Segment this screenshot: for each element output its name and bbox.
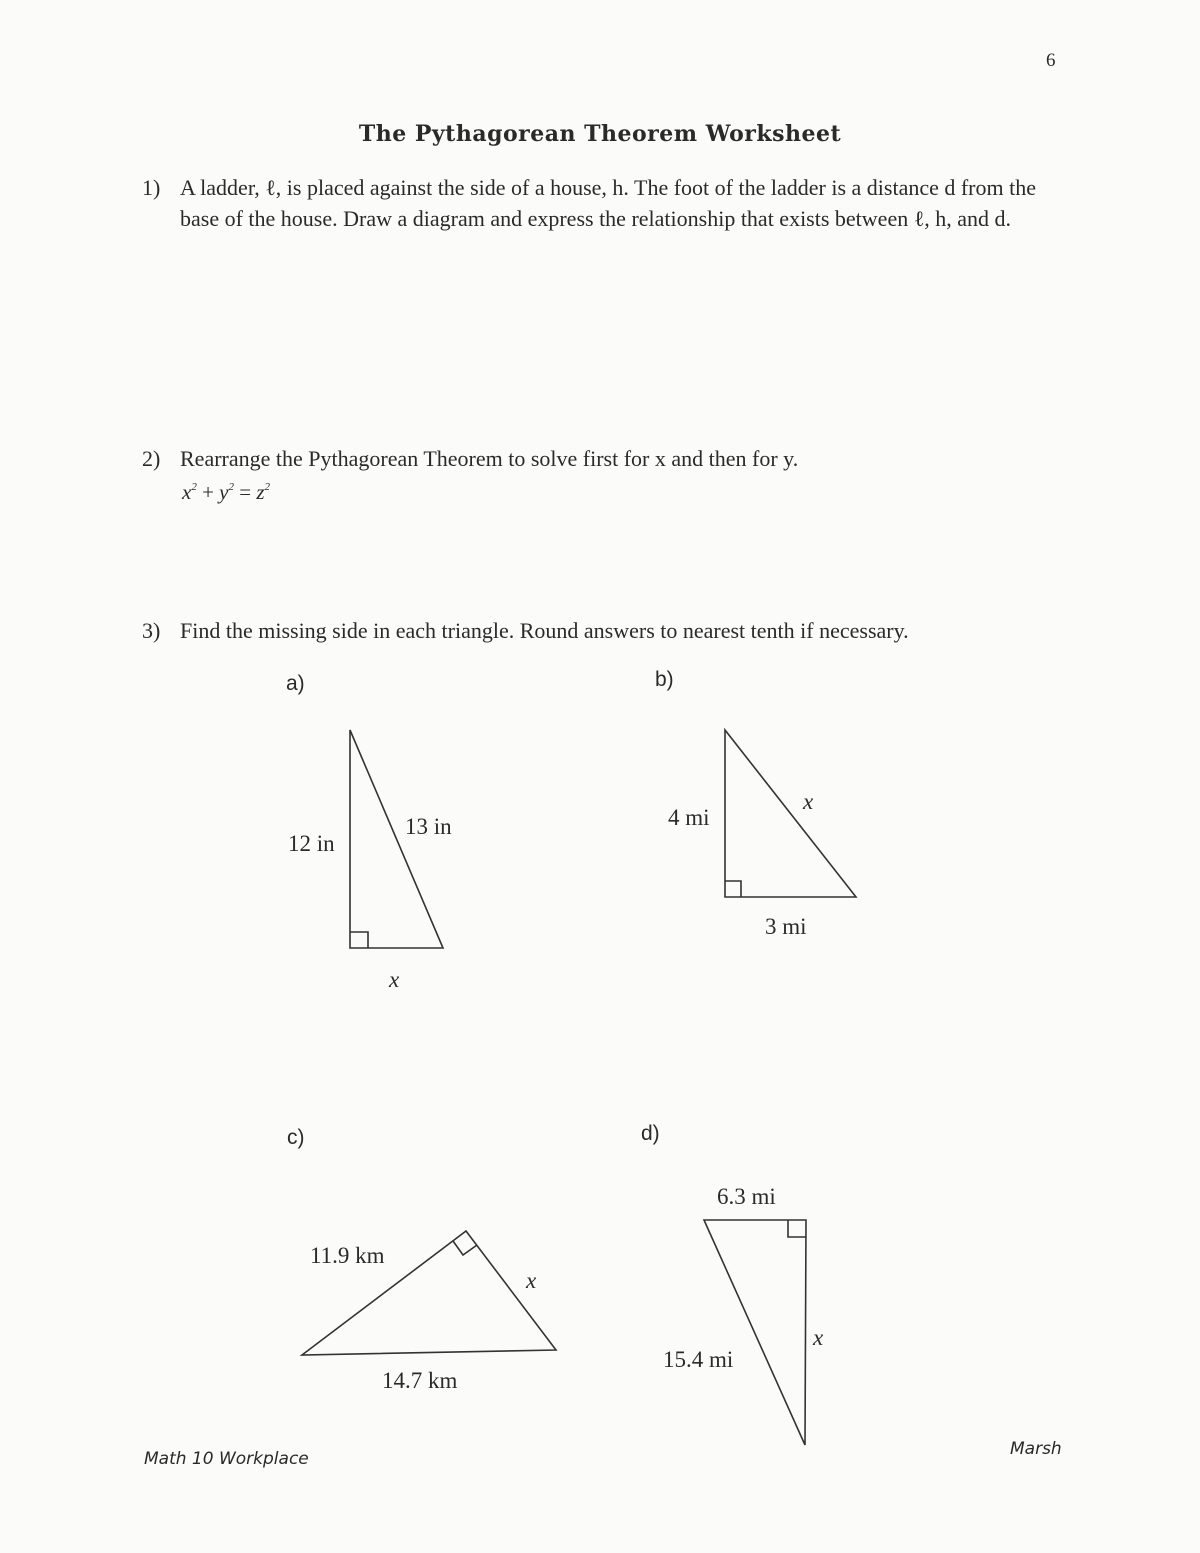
- triangle-a-hypotenuse-label: 13 in: [405, 814, 452, 839]
- triangle-c-hypotenuse-label: 14.7 km: [382, 1368, 458, 1393]
- triangle-c-right-leg-label: x: [526, 1268, 537, 1293]
- triangle-b: [725, 730, 856, 897]
- equation-exponent: 2: [191, 481, 197, 493]
- triangle-d-hypotenuse-label: 15.4 mi: [663, 1347, 734, 1372]
- equation-exponent: 2: [228, 481, 234, 493]
- question-text: Rearrange the Pythagorean Theorem to solve first for x and then for y.: [180, 446, 799, 471]
- right-angle-marker: [350, 932, 368, 948]
- right-angle-marker: [788, 1220, 806, 1237]
- triangle-b-vertical-leg-label: 4 mi: [668, 805, 710, 830]
- equation-x: x: [182, 480, 192, 504]
- triangle-d-top-leg-label: 6.3 mi: [717, 1184, 776, 1209]
- page-number: 6: [1046, 50, 1056, 71]
- triangle-a-horizontal-leg-label: x: [389, 967, 400, 992]
- triangle-b-horizontal-leg-label: 3 mi: [765, 914, 807, 939]
- equation-y: y: [219, 480, 229, 504]
- question-number: 2): [142, 446, 161, 471]
- equation-plus: +: [202, 480, 214, 504]
- question-text: A ladder, ℓ, is placed against the side of a house, h. The foot of the ladder is a distance d from the base of the house. Draw a diagram and express the relationship that exists between ℓ, h, and d.: [180, 175, 1037, 231]
- equation-exponent: 2: [264, 481, 271, 493]
- footer-author: Marsh: [1010, 1439, 1062, 1459]
- triangle-c-left-leg-label: 11.9 km: [310, 1243, 385, 1268]
- triangle-b-hypotenuse-label: x: [803, 789, 814, 814]
- footer-course: Math 10 Workplace: [144, 1449, 309, 1469]
- question-text: Find the missing side in each triangle. Round answers to nearest tenth if necessary.: [180, 618, 909, 643]
- worksheet-title: The Pythagorean Theorem Worksheet: [358, 121, 842, 147]
- equation-z: z: [256, 480, 265, 504]
- right-angle-marker: [725, 881, 741, 897]
- triangle-a-vertical-leg-label: 12 in: [288, 831, 335, 856]
- question-number: 3): [142, 618, 161, 643]
- part-b-label: b): [655, 668, 674, 691]
- triangle-d: [704, 1220, 806, 1445]
- triangle-a: [350, 730, 443, 948]
- part-c-label: c): [287, 1126, 305, 1149]
- part-a-label: a): [286, 672, 305, 695]
- triangle-d-vertical-leg-label: x: [813, 1325, 824, 1350]
- part-d-label: d): [641, 1122, 660, 1145]
- right-angle-marker: [453, 1241, 477, 1255]
- equation-equals: =: [239, 480, 252, 504]
- question-number: 1): [142, 175, 161, 200]
